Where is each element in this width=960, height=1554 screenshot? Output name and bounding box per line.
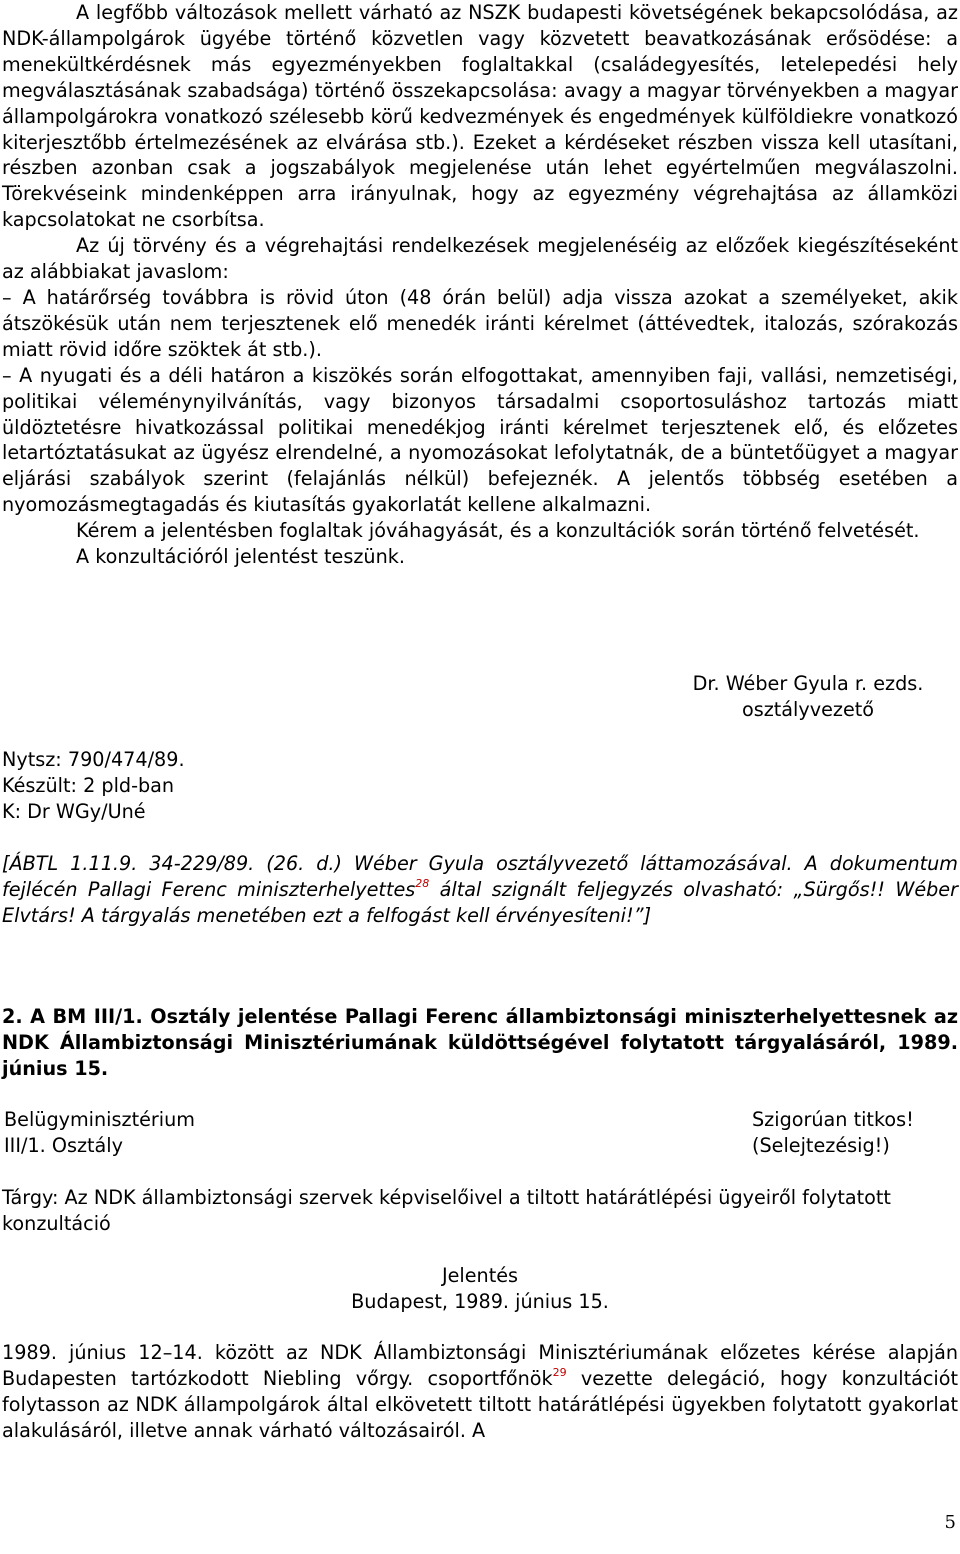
report-title: Jelentés <box>441 1264 519 1287</box>
signature-block <box>673 671 943 723</box>
report-title-block <box>2 1263 958 1315</box>
report-place-date: Budapest, 1989. június 15. <box>351 1289 609 1313</box>
final-paragraph <box>2 1340 958 1444</box>
final-paragraph-text-cont: vezette delegáció, hogy konzultációt folytasson az NDK állampolgárok által elkövetett tiltott határátlépési ügyekben folytatott gyakorlat alakulásáról, illetve annak várható változásairól. A <box>2 1366 958 1442</box>
archival-note <box>2 851 958 929</box>
main-body <box>2 0 958 570</box>
classification-retention: (Selejtezésig!) <box>752 1133 890 1157</box>
footnote-ref-28: 28 <box>415 876 430 890</box>
registry-copies: Készült: 2 pld-ban <box>2 773 175 797</box>
subject-text: Tárgy: Az NDK állambiztonsági szervek képviselőivel a tiltott határátlépési ügyeiről folytatott konzultáció <box>2 1186 891 1235</box>
proposal-item-2: – A nyugati és a déli határon a kiszökés során elfogottakat, amennyiben faji, vallási, nemzetiségi, politikai véleménynyilvánítás, vagy bizonyos társadalmi csoportosuláshoz tartozás miatt üldöztetésre hivatkozással politikai menedékjog iránti kérelmet terjesztenek elő, és előzetes letartóztatásukat az ügyész elrendelné, a nyomozásokat lefolytatnák, de a büntetőügyet a magyar eljárási szabályok szerint (felajánlás nélkül) befejeznék. A jelentős többség esetében a nyomozásmegtagadás és kiutasítás gyakorlatát kellene alkalmazni. <box>2 363 958 517</box>
classification <box>752 1107 914 1159</box>
paragraph-2: Az új törvény és a végrehajtási rendelkezések megjelenéséig az előzőek kiegészítéseként az alábbiakat javaslom: <box>2 234 958 284</box>
paragraph-3: Kérem a jelentésben foglaltak jóváhagyását, és a konzultációk során történő felvetését. <box>76 519 920 543</box>
paragraph-1: A legfőbb változások mellett várható az NSZK budapesti követségének bekapcsolódása, az NDK-állampolgárok ügyébe történő közvetlen vagy közvetett beavatkozásának erősödése: a menekültkérdésnek más egyezményekben foglaltakkal (családegyesítés, letelepedési hely megválasztásának szabadsága) történő összekapcsolása: avagy a magyar törvényekben a magyar állampolgárokra vonatkozó szélesebb körű kedvezmények és engedmények külföldiekre vonatkozó kiterjesztőbb értelmezésének az elvárása stb.). Ezeket a kérdéseket részben vissza kell utasítani, részben azonban csak a jogszabályok megjelenése után lehet egyértelműen megválaszolni. Törekvéseink mindenképpen arra irányulnak, hogy az egyezmény végrehajtása az államközi kapcsolatokat ne csorbítsa. <box>2 1 958 232</box>
subject-line <box>2 1185 958 1237</box>
footnote-ref-29: 29 <box>552 1365 567 1379</box>
section-heading-text: 2. A BM III/1. Osztály jelentése Pallagi Ferenc állambiztonsági miniszterhelyettesnek az NDK Állambiztonsági Minisztériumának küldöttségével folytatott tárgyalásáról, 1989. június 15. <box>2 1005 958 1080</box>
signature-title: osztályvezető <box>741 697 875 721</box>
ministry-name: Belügyminisztérium <box>4 1108 195 1131</box>
registry-number: Nytsz: 790/474/89. <box>2 748 185 771</box>
registry-block <box>2 747 958 825</box>
paragraph-4: A konzultációról jelentést teszünk. <box>76 545 405 569</box>
page-number: 5 <box>944 1512 956 1533</box>
final-paragraph-text: 1989. június 12–14. között az NDK Állambiztonsági Minisztériumának előzetes kérése alapján Budapesten tartózkodott Niebling vőrgy. csoportfőnök <box>2 1341 958 1390</box>
signature-name: Dr. Wéber Gyula r. ezds. <box>692 672 924 695</box>
document-header <box>4 1107 960 1159</box>
section-heading <box>2 1004 958 1082</box>
department-name: III/1. Osztály <box>4 1133 123 1157</box>
archival-note-text: [ÁBTL 1.11.9. 34-229/89. (26. d.) Wéber Gyula osztályvezető láttamozásával. A dokumentum fejlécén Pallagi Ferenc miniszterhelyettes <box>2 852 958 901</box>
proposal-item-1: – A határőrség továbbra is rövid úton (48 órán belül) adja vissza azokat a személyeket, akik átszökésük után nem terjesztenek elő menedék iránti kérelmet (áttévedtek, italozás, szórakozás miatt rövid időre szöktek át stb.). <box>2 285 958 361</box>
archival-note-text-cont: által szignált feljegyzés olvasható: „Sürgős!! Wéber Elvtárs! A tárgyalás menetében ezt a felfogást kell érvényesíteni!”] <box>2 877 958 927</box>
classification-level: Szigorúan titkos! <box>752 1108 914 1131</box>
registry-author: K: Dr WGy/Uné <box>2 799 146 823</box>
